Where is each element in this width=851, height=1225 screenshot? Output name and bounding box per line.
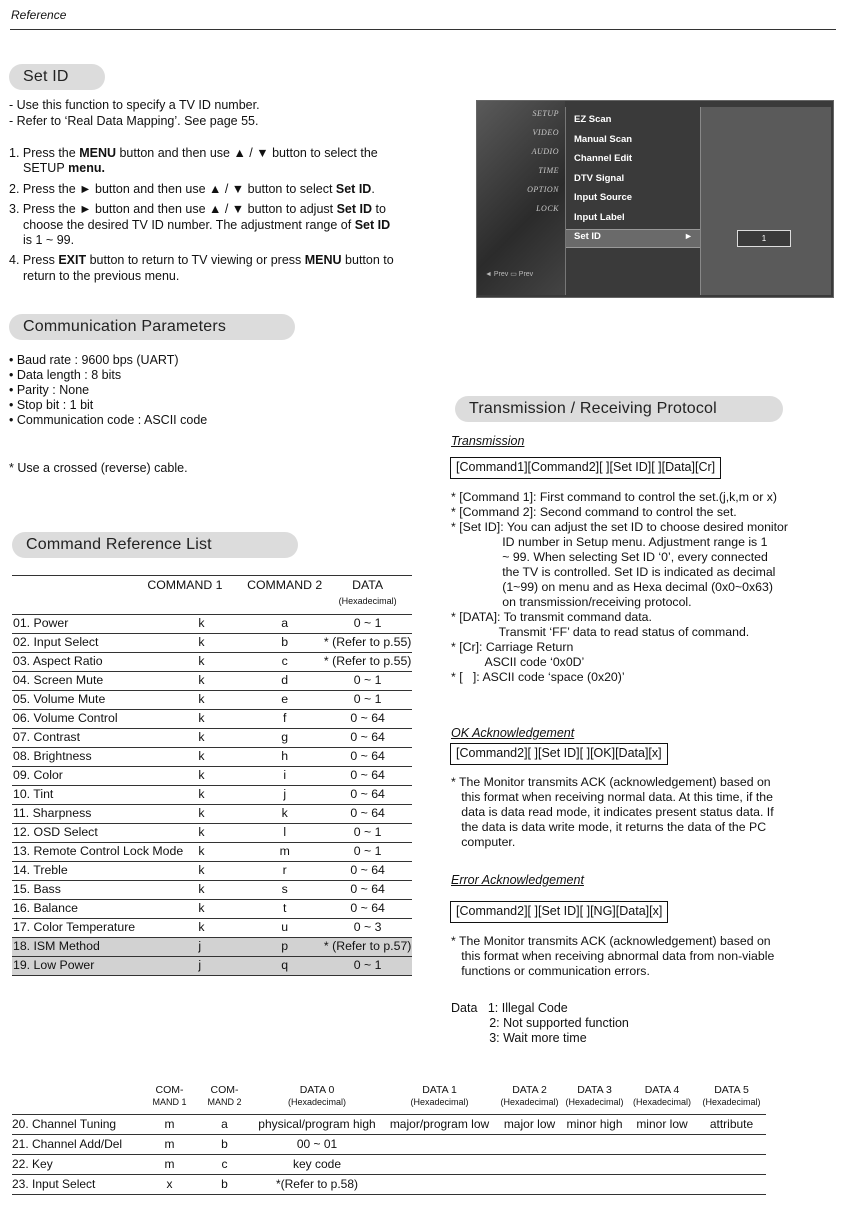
row-data: 0 ~ 1 (322, 615, 412, 634)
table-row (12, 919, 412, 938)
row-cmd1: k (186, 672, 246, 691)
col-command1: COMMAND 1 (186, 576, 246, 615)
text-line: the TV is controlled. Set ID is indicated as decimal (451, 565, 776, 579)
row-cmd1: k (186, 900, 246, 919)
menu-value-panel (700, 107, 831, 295)
t2-head-top: DATA 5 (714, 1084, 749, 1097)
text-line: 2: Not supported function (451, 1016, 629, 1030)
row-cmd2: e (246, 691, 322, 710)
menu-side-label: OPTION (527, 185, 559, 194)
set-id-notes (9, 98, 260, 129)
row-data: 0 ~ 64 (322, 710, 412, 729)
set-id-value-box: 1 (737, 230, 791, 247)
t2-cell: *(Refer to p.58) (252, 1175, 382, 1195)
text-line: (1~99) on menu and as Hexa decimal (0x0~0x63) (451, 580, 773, 594)
step-line (9, 233, 394, 248)
row-name: 04. Screen Mute (12, 672, 186, 691)
t2-cell (382, 1175, 497, 1195)
row-name: 02. Input Select (12, 634, 186, 653)
row-cmd1: j (186, 957, 246, 976)
table-row (12, 862, 412, 881)
row-cmd1: k (186, 653, 246, 672)
t2-head-top: DATA 2 (512, 1084, 547, 1097)
row-cmd2: j (246, 786, 322, 805)
row-name: 01. Power (12, 615, 186, 634)
table-row (12, 691, 412, 710)
step-text: . (371, 181, 375, 196)
row-name: 07. Contrast (12, 729, 186, 748)
row-cmd1: k (186, 767, 246, 786)
row-data: 0 ~ 64 (322, 767, 412, 786)
text-line: 3: Wait more time (451, 1031, 587, 1045)
row-data: * (Refer to p.55) (322, 634, 412, 653)
t2-col-head (252, 1080, 382, 1115)
row-name: 19. Low Power (12, 957, 186, 976)
text-line: * The Monitor transmits ACK (acknowledgement) based on (451, 934, 771, 948)
t2-col-head (697, 1080, 766, 1115)
row-cmd1: k (186, 634, 246, 653)
t2-cell: m (142, 1155, 197, 1175)
row-data: 0 ~ 64 (322, 786, 412, 805)
t2-cell: x (142, 1175, 197, 1195)
step-text: 3. Press the ► button and then use ▲ / ▼ button to adjust (9, 202, 337, 217)
step-text: 1. Press the (9, 146, 80, 160)
t2-col-head (197, 1080, 252, 1115)
row-cmd1: k (186, 615, 246, 634)
row-data: 0 ~ 1 (322, 672, 412, 691)
t2-cell: 21. Channel Add/Del (12, 1135, 142, 1155)
table-row (12, 938, 412, 957)
cmdref-heading: Command Reference List (12, 532, 298, 558)
menu-side-label: LOCK (536, 204, 559, 213)
step-line (9, 253, 394, 268)
row-name: 15. Bass (12, 881, 186, 900)
row-cmd2: u (246, 919, 322, 938)
t2-col-head (382, 1080, 497, 1115)
row-data: 0 ~ 3 (322, 919, 412, 938)
t2-head-sub: MAND 2 (207, 1097, 242, 1107)
t2-col-head (142, 1080, 197, 1115)
t2-head-top: COM- (210, 1084, 239, 1097)
t2-cell: 20. Channel Tuning (12, 1115, 142, 1135)
row-name: 16. Balance (12, 900, 186, 919)
t2-cell (497, 1175, 562, 1195)
row-cmd2: t (246, 900, 322, 919)
menu-side-label: VIDEO (532, 128, 559, 137)
t2-col-head (627, 1080, 697, 1115)
menu-side-label: TIME (538, 166, 559, 175)
row-cmd2: c (246, 653, 322, 672)
text-line: this format when receiving normal data. At this time, if the (451, 790, 773, 804)
row-data: 0 ~ 64 (322, 881, 412, 900)
menu-item: Input Label (574, 211, 625, 223)
t2-cell (497, 1135, 562, 1155)
row-cmd2: k (246, 805, 322, 824)
t2-head-blank (12, 1080, 142, 1115)
row-name: 13. Remote Control Lock Mode (12, 843, 186, 862)
row-cmd2: m (246, 843, 322, 862)
t2-cell: attribute (697, 1115, 766, 1135)
t2-cell: minor high (562, 1115, 627, 1135)
text-line: computer. (451, 835, 516, 849)
t2-head-top: DATA 0 (299, 1084, 335, 1097)
row-data: 0 ~ 64 (322, 748, 412, 767)
set-id-steps (9, 146, 394, 284)
row-data: 0 ~ 64 (322, 729, 412, 748)
table-row (12, 729, 412, 748)
table-row (12, 824, 412, 843)
menu-item: DTV Signal (574, 172, 625, 184)
comm-heading: Communication Parameters (9, 314, 295, 340)
row-data: 0 ~ 1 (322, 824, 412, 843)
step-text: to (372, 202, 386, 217)
ok-title: OK Acknowledgement (451, 726, 575, 740)
row-cmd1: k (186, 748, 246, 767)
menu-side-label: SETUP (532, 109, 559, 118)
step-text: button to (341, 253, 394, 268)
step-keyword: MENU (304, 253, 342, 268)
table-row (12, 1155, 766, 1175)
step-text: return to the previous menu. (23, 268, 180, 283)
step-text: SETUP (23, 161, 65, 176)
t2-cell (697, 1135, 766, 1155)
t2-cell (497, 1155, 562, 1175)
row-cmd2: i (246, 767, 322, 786)
step-text: choose the desired TV ID number. The adjustment range of (23, 217, 355, 232)
protocol-heading: Transmission / Receiving Protocol (455, 396, 783, 422)
text-line: functions or communication errors. (451, 964, 650, 978)
err-title: Error Acknowledgement (451, 873, 584, 887)
t2-cell: b (197, 1135, 252, 1155)
row-data: * (Refer to p.57) (322, 938, 412, 957)
t2-cell (627, 1175, 697, 1195)
table-row (12, 634, 412, 653)
t2-cell: 00 ~ 01 (252, 1135, 382, 1155)
menu-items (565, 107, 701, 295)
row-cmd2: p (246, 938, 322, 957)
t2-head-top: DATA 1 (422, 1084, 457, 1097)
col-data: DATA (Hexadecimal) (322, 576, 412, 615)
t2-head-sub: (Hexadecimal) (565, 1097, 624, 1107)
row-data: 0 ~ 64 (322, 900, 412, 919)
step-keyword: MENU (79, 146, 116, 160)
table-row (12, 957, 412, 976)
row-cmd1: k (186, 881, 246, 900)
text-line: * [Command 2]: Second command to control the set. (451, 505, 737, 519)
t2-head-sub: (Hexadecimal) (410, 1097, 469, 1107)
tx-notes (451, 490, 788, 685)
row-cmd2: s (246, 881, 322, 900)
table-row (12, 748, 412, 767)
row-cmd2: g (246, 729, 322, 748)
t2-cell: m (142, 1115, 197, 1135)
row-name: 11. Sharpness (12, 805, 186, 824)
t2-cell: major/program low (382, 1115, 497, 1135)
t2-head-sub: (Hexadecimal) (500, 1097, 559, 1107)
step-line (9, 182, 394, 197)
t2-cell: a (197, 1115, 252, 1135)
note-line: - Use this function to specify a TV ID number. (9, 98, 260, 112)
menu-item: Channel Edit (574, 153, 633, 164)
comm-item: • Communication code : ASCII code (9, 413, 208, 427)
ok-format-box: [Command2][ ][Set ID][ ][OK][Data][x] (450, 743, 668, 765)
row-name: 09. Color (12, 767, 186, 786)
menu-item: Manual Scan (574, 133, 633, 145)
t2-cell: minor low (627, 1115, 697, 1135)
text-line: on transmission/receiving protocol. (451, 595, 692, 609)
t2-head-top: COM- (155, 1084, 184, 1097)
row-cmd2: h (246, 748, 322, 767)
extended-command-table (12, 1080, 766, 1195)
t2-cell: b (197, 1175, 252, 1195)
t2-cell: key code (252, 1155, 382, 1175)
row-data: 0 ~ 1 (322, 691, 412, 710)
note-line: - Refer to ‘Real Data Mapping’. See page 55. (9, 113, 259, 128)
step-line (9, 161, 394, 176)
text-line: Data 1: Illegal Code (451, 1001, 568, 1015)
row-cmd2: q (246, 957, 322, 976)
transmission-title: Transmission (451, 434, 525, 448)
row-name: 18. ISM Method (12, 938, 186, 957)
row-name: 12. OSD Select (12, 824, 186, 843)
row-cmd1: k (186, 805, 246, 824)
setup-menu-image (476, 100, 834, 298)
table-row (12, 786, 412, 805)
t2-cell (697, 1175, 766, 1195)
ok-notes (451, 775, 774, 850)
row-name: 03. Aspect Ratio (12, 653, 186, 672)
t2-col-head (562, 1080, 627, 1115)
row-cmd2: l (246, 824, 322, 843)
text-line: data is data read mode, it indicates present status data. If (451, 805, 774, 819)
t2-head-top: DATA 3 (577, 1084, 612, 1097)
menu-item: Input Source (574, 192, 633, 203)
row-cmd2: b (246, 634, 322, 653)
t2-cell (562, 1155, 627, 1175)
t2-cell: c (197, 1155, 252, 1175)
menu-item: EZ Scan (574, 114, 612, 125)
table-row (12, 1115, 766, 1135)
table-row (12, 1135, 766, 1155)
table-row (12, 805, 412, 824)
t2-cell (382, 1135, 497, 1155)
t2-head-top: DATA 4 (644, 1084, 680, 1097)
step-line (9, 218, 394, 233)
tx-format-box: [Command1][Command2][ ][Set ID][ ][Data][Cr] (450, 457, 721, 479)
row-data: * (Refer to p.55) (322, 653, 412, 672)
step-keyword: EXIT (58, 253, 87, 268)
t2-col-head (497, 1080, 562, 1115)
t2-head-sub: MAND 1 (152, 1097, 187, 1107)
row-name: 17. Color Temperature (12, 919, 186, 938)
comm-item: • Baud rate : 9600 bps (UART) (9, 353, 179, 367)
text-line: Transmit ‘FF’ data to read status of command. (451, 625, 750, 639)
step-text: button to return to TV viewing or press (86, 253, 305, 268)
row-name: 06. Volume Control (12, 710, 186, 729)
row-cmd1: k (186, 862, 246, 881)
row-cmd1: k (186, 710, 246, 729)
row-cmd1: k (186, 691, 246, 710)
row-cmd1: j (186, 938, 246, 957)
t2-head-sub: (Hexadecimal) (632, 1097, 692, 1107)
row-data: 0 ~ 1 (322, 957, 412, 976)
step-line (9, 202, 394, 217)
menu-item: Set ID (574, 231, 601, 242)
step-text: button and then use ▲ / ▼ button to select the (116, 146, 378, 160)
text-line: ASCII code ‘0x0D’ (451, 655, 585, 669)
set-id-heading: Set ID (9, 64, 105, 90)
row-data: 0 ~ 64 (322, 805, 412, 824)
t2-cell: major low (497, 1115, 562, 1135)
t2-head-sub: (Hexadecimal) (287, 1097, 347, 1107)
table-row (12, 900, 412, 919)
step-line (9, 269, 394, 284)
row-cmd2: r (246, 862, 322, 881)
row-name: 05. Volume Mute (12, 691, 186, 710)
cable-note: * Use a crossed (reverse) cable. (9, 461, 188, 475)
row-name: 08. Brightness (12, 748, 186, 767)
row-cmd1: k (186, 729, 246, 748)
err-notes (451, 934, 774, 979)
menu-arrow-icon: ► (684, 231, 693, 241)
table-row (12, 672, 412, 691)
text-line: the data is data write mode, it returns the data of the PC (451, 820, 767, 834)
table-row (12, 615, 412, 634)
t2-cell (562, 1175, 627, 1195)
col-command2: COMMAND 2 (246, 576, 322, 615)
t2-head-sub: (Hexadecimal) (702, 1097, 761, 1107)
step-keyword: Set ID (354, 217, 391, 232)
text-line: * The Monitor transmits ACK (acknowledgement) based on (451, 775, 771, 789)
table-row (12, 767, 412, 786)
step-keyword: Set ID (335, 181, 372, 196)
page-header: Reference (11, 8, 67, 22)
step-text: is 1 ~ 99. (23, 232, 75, 247)
t2-cell: m (142, 1135, 197, 1155)
text-line: * [Cr]: Carriage Return (451, 640, 574, 654)
text-line: * [Set ID]: You can adjust the set ID to choose desired monitor (451, 520, 788, 534)
row-cmd2: a (246, 615, 322, 634)
t2-cell (627, 1155, 697, 1175)
t2-cell (627, 1135, 697, 1155)
row-cmd1: k (186, 919, 246, 938)
table-row (12, 1175, 766, 1195)
text-line: ~ 99. When selecting Set ID ‘0’, every connected (451, 550, 768, 564)
data-codes (451, 1001, 629, 1046)
row-name: 10. Tint (12, 786, 186, 805)
menu-footer: ◄ Prev ▭ Prev (485, 271, 534, 278)
row-cmd2: f (246, 710, 322, 729)
row-name: 14. Treble (12, 862, 186, 881)
t2-cell (382, 1155, 497, 1175)
step-text: 2. Press the ► button and then use ▲ / ▼ button to select (9, 181, 336, 196)
row-data: 0 ~ 64 (322, 862, 412, 881)
text-line: ID number in Setup menu. Adjustment range is 1 (451, 535, 768, 549)
menu-sidebar (477, 101, 565, 295)
row-data: 0 ~ 1 (322, 843, 412, 862)
text-line: * [Command 1]: First command to control the set.(j,k,m or x) (451, 490, 777, 504)
menu-side-label: AUDIO (531, 147, 559, 156)
t2-cell (562, 1135, 627, 1155)
row-cmd1: k (186, 843, 246, 862)
text-line: this format when receiving abnormal data from non-viable (451, 949, 775, 963)
step-keyword: Set ID (336, 202, 373, 217)
err-format-box: [Command2][ ][Set ID][ ][NG][Data][x] (450, 901, 668, 923)
table-row (12, 653, 412, 672)
table-row (12, 710, 412, 729)
command-reference-table (12, 575, 412, 976)
row-cmd1: k (186, 786, 246, 805)
comm-item: • Data length : 8 bits (9, 368, 122, 382)
row-cmd2: d (246, 672, 322, 691)
comm-item: • Stop bit : 1 bit (9, 398, 94, 412)
comm-item: • Parity : None (9, 383, 90, 397)
table-row (12, 843, 412, 862)
t2-cell: 22. Key (12, 1155, 142, 1175)
table-row (12, 881, 412, 900)
text-line: * [ ]: ASCII code ‘space (0x20)’ (451, 670, 625, 684)
row-cmd1: k (186, 824, 246, 843)
t2-cell (697, 1155, 766, 1175)
comm-items (9, 353, 207, 428)
text-line: * [DATA]: To transmit command data. (451, 610, 652, 624)
step-text: 4. Press (9, 253, 59, 268)
t2-cell: 23. Input Select (12, 1175, 142, 1195)
t2-cell: physical/program high (252, 1115, 382, 1135)
step-line (9, 146, 394, 161)
step-keyword: menu. (64, 161, 105, 176)
header-rule (10, 29, 836, 30)
